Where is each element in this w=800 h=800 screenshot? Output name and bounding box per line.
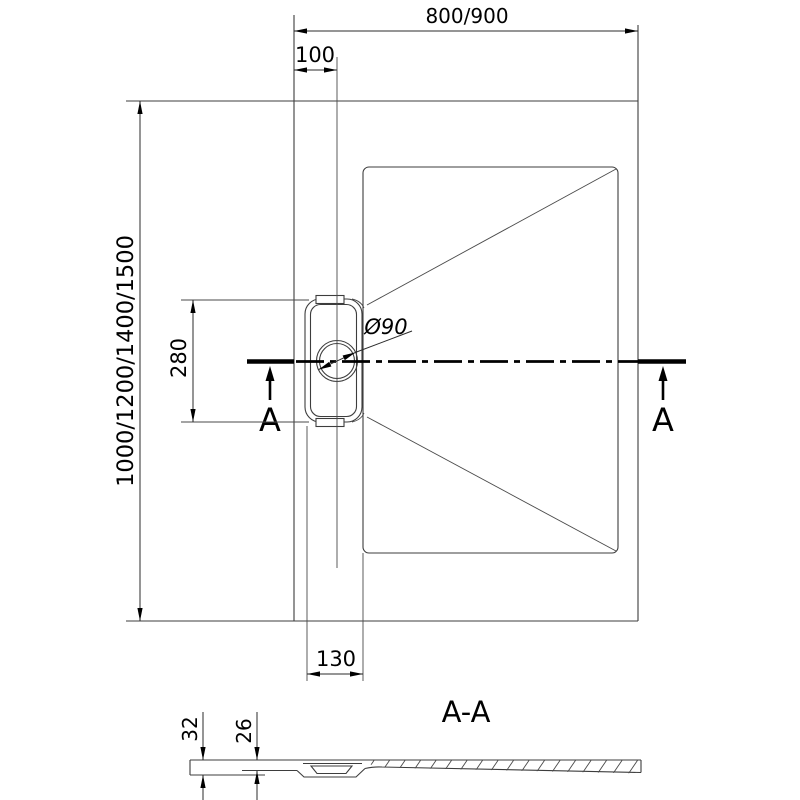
dim-280-arrow-bottom [190, 409, 195, 422]
dim-width-arrow-right [625, 28, 638, 33]
dim-100-arrow-left [294, 67, 307, 72]
dim-130-arrow-left [307, 671, 320, 676]
dim-width-label: 800/900 [425, 4, 509, 28]
basin [352, 167, 618, 553]
section-view [178, 695, 641, 800]
channel-tab-top [316, 296, 344, 304]
section-bottom-slope [365, 767, 641, 773]
section-title: A-A [441, 695, 491, 729]
dim-130-label: 130 [315, 647, 357, 671]
cut-label-left: A [259, 401, 281, 439]
dia-label: Ø90 [364, 315, 408, 339]
cut-label-right: A [652, 401, 674, 439]
dim-width [294, 4, 638, 34]
dim-26-arrow-bottom [254, 771, 259, 784]
drain-cover-body [311, 766, 352, 774]
slope-ridge-top [367, 169, 616, 305]
channel-tab-bottom [316, 419, 344, 427]
dim-length-label: 1000/1200/1400/1500 [113, 235, 139, 487]
slope-ridge-bottom [367, 417, 616, 551]
dim-length [113, 101, 143, 621]
dim-130-arrow-right [350, 671, 363, 676]
view-arrow-right [659, 366, 668, 381]
plan-view [113, 4, 686, 681]
view-arrow-left [266, 366, 275, 381]
dim-26-label: 26 [232, 718, 256, 744]
drain-housing [297, 769, 365, 778]
dim-base-thickness [232, 712, 260, 800]
dim-width-arrow-left [294, 28, 307, 33]
dim-26-arrow-top [254, 747, 259, 760]
dim-channel-width [307, 426, 363, 681]
dim-280-label: 280 [167, 337, 191, 379]
dim-32-arrow-top [200, 747, 205, 760]
dim-total-thickness [178, 712, 206, 800]
cutting-plane [247, 362, 686, 440]
dim-32-label: 32 [178, 716, 202, 742]
dim-100-label: 100 [294, 43, 336, 67]
dim-32-arrow-bottom [200, 775, 205, 788]
dim-length-arrow-top [137, 101, 142, 114]
dim-280-arrow-top [190, 300, 195, 313]
dim-length-arrow-bottom [137, 608, 142, 621]
dim-100-arrow-right [324, 67, 337, 72]
basin-edge [363, 167, 618, 553]
